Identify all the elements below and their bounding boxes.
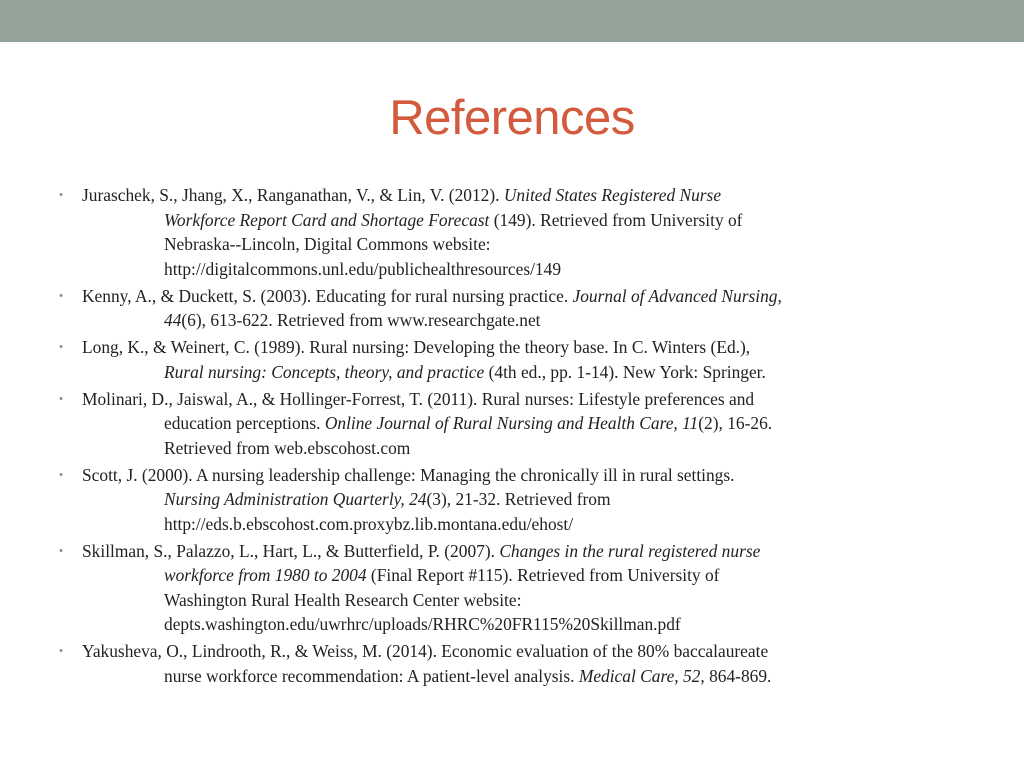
reference-text: (2), 16-26. (698, 413, 773, 433)
reference-text: education perceptions. (164, 413, 325, 433)
reference-line (82, 208, 954, 233)
reference-line (82, 563, 954, 588)
reference-text: (Final Report #115). Retrieved from University of (366, 565, 720, 585)
reference-text: Kenny, A., & Duckett, S. (2003). Educating for rural nursing practice. (82, 285, 573, 306)
reference-line (82, 308, 954, 333)
references-list (54, 183, 954, 691)
reference-text: (6), 613-622. Retrieved from www.researchgate.net (181, 310, 541, 330)
reference-item (54, 463, 954, 537)
reference-line (82, 335, 954, 360)
reference-italic-text: Rural nursing: Concepts, theory, and practice (164, 361, 485, 382)
reference-text: Skillman, S., Palazzo, L., Hart, L., & Butterfield, P. (2007). (82, 540, 500, 561)
top-accent-band (0, 0, 1024, 42)
reference-line (82, 232, 954, 257)
reference-line (82, 487, 954, 512)
reference-line (82, 387, 954, 412)
reference-text: Juraschek, S., Jhang, X., Ranganathan, V., & Lin, V. (2012). (82, 185, 504, 205)
reference-text: Long, K., & Weinert, C. (1989). Rural nursing: Developing the theory base. In C. Winters (Ed.), (82, 337, 751, 357)
reference-italic-text: Nursing Administration Quarterly, 24 (164, 489, 427, 509)
reference-text: Yakusheva, O., Lindrooth, R., & Weiss, M. (2014). Economic evaluation of the 80% baccalaureate (82, 641, 769, 661)
reference-line (82, 588, 954, 613)
reference-text: Washington Rural Health Research Center website: (164, 589, 522, 610)
reference-item (54, 335, 954, 384)
reference-text: Molinari, D., Jaiswal, A., & Hollinger-Forrest, T. (2011). Rural nurses: Lifestyle preferences and (82, 388, 755, 409)
bullet-icon: • (59, 392, 63, 405)
bullet-icon: • (59, 468, 63, 481)
reference-italic-text: workforce from 1980 to 2004 (164, 565, 367, 585)
reference-text: 864-869. (704, 665, 772, 686)
reference-item (54, 539, 954, 637)
reference-italic-text: 44 (164, 310, 182, 330)
reference-italic-text: United States Registered Nurse (503, 185, 722, 205)
reference-line (82, 512, 954, 537)
bullet-icon: • (59, 189, 63, 201)
reference-line (82, 436, 954, 461)
reference-text: (149). Retrieved from University of (489, 209, 743, 230)
reference-item (54, 387, 954, 461)
reference-line (82, 411, 954, 436)
reference-line (82, 257, 954, 282)
reference-italic-text: Journal of Advanced Nursing, (572, 285, 782, 306)
reference-text: depts.washington.edu/uwrhrc/uploads/RHRC%20FR115%20Skillman.pdf (164, 614, 681, 634)
reference-line (82, 360, 954, 385)
reference-line (82, 612, 954, 637)
reference-italic-text: Changes in the rural registered nurse (499, 540, 761, 561)
reference-line (82, 664, 954, 689)
reference-text: http://eds.b.ebscohost.com.proxybz.lib.montana.edu/ehost/ (164, 513, 574, 534)
reference-line (82, 539, 954, 564)
reference-text: Nebraska--Lincoln, Digital Commons website: (164, 234, 491, 254)
reference-item (54, 183, 954, 281)
reference-text: (4th ed., pp. 1-14). New York: Springer. (484, 361, 766, 382)
reference-italic-text: Workforce Report Card and Shortage Forecast (164, 209, 490, 230)
reference-text: http://digitalcommons.unl.edu/publichealthresources/149 (164, 258, 562, 279)
bullet-icon: • (59, 645, 63, 657)
reference-line (82, 284, 954, 309)
reference-text: (3), 21-32. Retrieved from (426, 489, 611, 509)
reference-italic-text: Medical Care, 52, (578, 665, 705, 686)
reference-text: Retrieved from web.ebscohost.com (164, 437, 411, 458)
bullet-icon: • (59, 289, 63, 302)
reference-text: Scott, J. (2000). A nursing leadership challenge: Managing the chronically ill in rural settings. (82, 464, 735, 485)
reference-item (54, 284, 954, 333)
reference-line (82, 463, 954, 488)
reference-italic-text: Online Journal of Rural Nursing and Health Care, 11 (324, 413, 699, 433)
bullet-icon: • (59, 544, 63, 557)
slide-title: References (389, 91, 635, 145)
reference-line (82, 639, 954, 664)
reference-item (54, 639, 954, 688)
reference-text: nurse workforce recommendation: A patient-level analysis. (164, 665, 579, 686)
bullet-icon: • (59, 341, 63, 353)
reference-line (82, 183, 954, 208)
